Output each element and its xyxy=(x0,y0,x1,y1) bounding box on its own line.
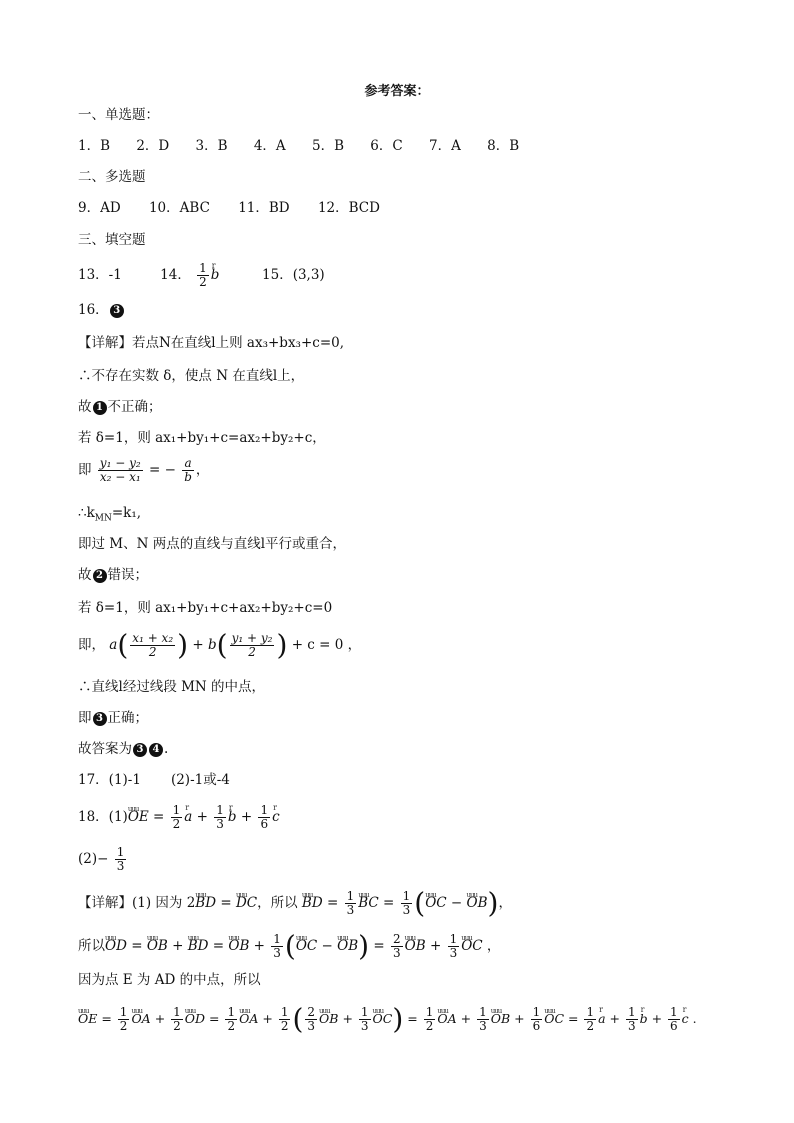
answer-8: 8．B xyxy=(487,138,520,154)
answer-11: 11．BD xyxy=(238,200,290,216)
q16-detail-line-10: 即， a( $\frac{\text{x₁ + x₂}}{2}$ ) + b( $\frac{\text{y₁ + y₂}}{2}$ ) + c = 0 ， xyxy=(78,628,362,662)
fraction-x-mid: $\frac{\text{x₁ + x₂}}{2}$ xyxy=(132,631,174,659)
answer-14-label: 14． xyxy=(160,267,191,283)
circled-number: 4 xyxy=(149,743,163,757)
q16-detail-line-9: 若 δ=1，则 ax₁+by₁+c+ax₂+by₂+c=0 xyxy=(78,600,333,616)
answer-13: 13．-1 xyxy=(78,267,122,283)
answer-12: 12．BCD xyxy=(317,200,380,216)
q18-detail-line-2: 所以uuu OD = uuu OB + uuu BD = uuu OB + $\frac{1}{3}$ (uuu OC − uuu OB) = $\frac{2}{3}$ uuu OB + $\frac{1}{3}$ uuu OC ， xyxy=(78,933,500,960)
fraction-a-over-b: $\frac{a}{b}$ xyxy=(184,456,192,484)
q16-detail-line-1: 【详解】若点N在直线l上则 ax₃+bx₃+c=0, xyxy=(78,335,345,351)
circled-number: 1 xyxy=(93,401,107,415)
section-single: 一、单选题： xyxy=(78,107,159,123)
answer-3: 3．B xyxy=(195,138,228,154)
q18-detail-line-4: uuu OE = $\frac{1}{2}$ uuu OA + $\frac{1}{2}$ uuu OD = $\frac{1}{2}$ uuu OA + $\frac{1}{2}$ ( $\frac{2}{3}$ uuu OB + $\frac{1}{3}$ uuu OC) = $\frac{1}{2}$ uuu OA + $\frac{1}{3}$ uuu OB + $\frac{1}{6}$ uuu OC = $\frac{1}{2}$ r a + $\frac{1}{3}$ r b + $\frac{1}{6}$ r c . xyxy=(78,1006,697,1033)
q18-detail-line-3: 因为点 E 为 AD 的中点，所以 xyxy=(78,972,261,988)
fraction-y-over-x: $\frac{\text{y₁ − y₂}}{\text{x₂ − x₁}}$ xyxy=(99,456,141,484)
q16-detail-line-2: ∴不存在实数 δ，使点 N 在直线l上， xyxy=(78,368,305,384)
answer-1: 1．B xyxy=(78,138,111,154)
circled-number: 3 xyxy=(93,712,107,726)
q16-detail-line-3: 故 1 不正确； xyxy=(78,399,162,415)
circled-number: 3 xyxy=(110,304,124,318)
q16-detail-line-8: 故 2 错误； xyxy=(78,567,148,583)
answer-6: 6．C xyxy=(370,138,403,154)
multi-answers-row xyxy=(78,199,380,217)
q16-detail-line-7: 即过 M、N 两点的直线与直线l平行或重合， xyxy=(78,536,347,552)
circled-number: 3 xyxy=(133,743,147,757)
answer-7: 7．A xyxy=(429,138,461,154)
answer-16-row: 16． 3 xyxy=(78,301,125,319)
answer-17-row: 17．(1)-1 (2)-1或-4 xyxy=(78,772,230,788)
answer-14-fraction: $\frac{1}{2}$ xyxy=(199,261,207,289)
section-multi: 二、多选题 xyxy=(78,169,146,185)
answer-5: 5．B xyxy=(311,138,344,154)
q16-detail-line-4: 若 δ=1，则 ax₁+by₁+c=ax₂+by₂+c， xyxy=(78,430,326,446)
circled-number: 2 xyxy=(93,569,107,583)
q16-detail-line-6: $\therefore k_{MN}=k_1$, xyxy=(78,505,142,524)
single-answers-row xyxy=(78,137,519,155)
answer-10: 10．ABC xyxy=(148,200,210,216)
answer-18-part-2: (2)− $\frac{1}{3}$ xyxy=(78,845,125,873)
fraction-one-third: $\frac{1}{3}$ xyxy=(116,845,125,873)
answer-2: 2．D xyxy=(136,138,170,154)
answer-15: 15．(3,3) xyxy=(262,267,325,283)
q16-detail-line-11: ∴直线l经过线段 MN 的中点， xyxy=(78,679,266,695)
fill-answers-row xyxy=(78,262,325,289)
page-title: 参考答案： xyxy=(364,84,430,99)
q16-detail-line-13: 故答案为 3 4 . xyxy=(78,741,169,757)
fraction-y-mid: $\frac{\text{y₁ + y₂}}{2}$ xyxy=(231,631,273,659)
q16-detail-line-12: 即 3 正确； xyxy=(78,710,148,726)
section-fill: 三、填空题 xyxy=(78,232,146,248)
q18-detail-line-1: 【详解】(1) 因为 2uuu BD = uuu DC，所以 uuu BD = $\frac{1}{3}$ uuu BC = $\frac{1}{3}$ (uuu OC − uuu OB)， xyxy=(78,890,512,917)
answer-18-row: 18．(1)uuu OE = $\frac{1}{2}$ r a + $\frac{1}{3}$ r b + $\frac{1}{6}$ r c xyxy=(78,804,280,831)
q16-detail-line-5: 即 $\frac{\text{y₁ − y₂}}{\text{x₂ − x₁}}$ = − $\frac{a}{b}$ ， xyxy=(78,456,210,484)
answer-4: 4．A xyxy=(253,138,286,154)
vector-b: r b xyxy=(211,266,220,284)
answer-9: 9．AD xyxy=(78,200,121,216)
